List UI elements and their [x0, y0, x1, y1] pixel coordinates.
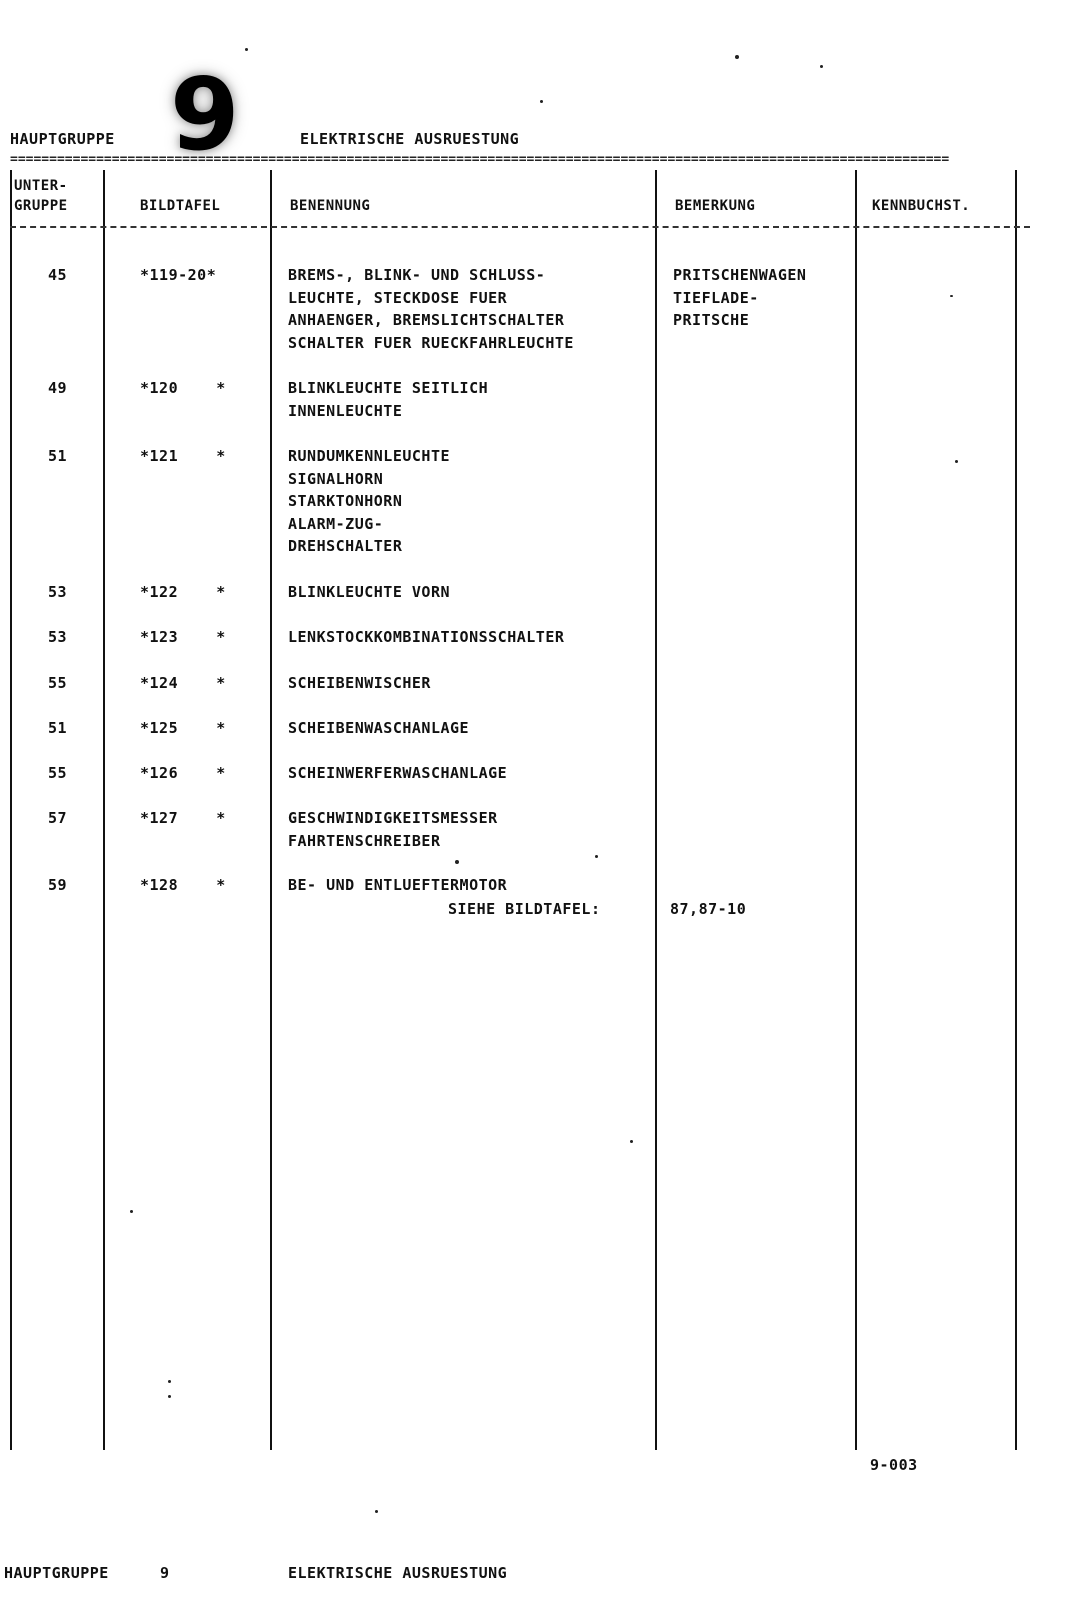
col-header-untergruppe-2: GRUPPE: [14, 198, 68, 214]
table-border-left: [10, 170, 12, 1450]
row-untergruppe: 51: [48, 719, 68, 737]
row-benennung: LENKSTOCKKOMBINATIONSSCHALTER: [288, 628, 565, 646]
row-bildtafel: *121 *: [140, 447, 226, 465]
header-title: ELEKTRISCHE AUSRUESTUNG: [300, 130, 520, 148]
col-header-kennbuchst: KENNBUCHST.: [872, 198, 971, 214]
row-benennung: RUNDUMKENNLEUCHTE SIGNALHORN STARKTONHORN ALARM-ZUG- DREHSCHALTER: [288, 447, 451, 555]
row-bildtafel: *120 *: [140, 379, 226, 397]
column-divider-2: [270, 170, 272, 1450]
row-bemerkung: PRITSCHENWAGEN TIEFLADE- PRITSCHE: [673, 266, 807, 329]
column-divider-4: [855, 170, 857, 1450]
scan-speck: [630, 1140, 633, 1143]
row-untergruppe: 55: [48, 764, 68, 782]
scan-speck: [168, 1380, 171, 1383]
scan-speck: [955, 460, 958, 463]
row-bildtafel: *126 *: [140, 764, 226, 782]
row-untergruppe: 55: [48, 674, 68, 692]
row-bildtafel: *124 *: [140, 674, 226, 692]
row-benennung: BLINKLEUCHTE VORN: [288, 583, 451, 601]
scan-speck: [375, 1510, 378, 1513]
row-untergruppe: 53: [48, 583, 68, 601]
header-label: HAUPTGRUPPE: [10, 130, 115, 148]
row-benennung: SCHEIBENWISCHER: [288, 674, 431, 692]
scan-speck: [245, 48, 248, 51]
header-dashed-rule: [10, 226, 1030, 228]
row-bildtafel: *125 *: [140, 719, 226, 737]
row-benennung: SCHEIBENWASCHANLAGE: [288, 719, 470, 737]
double-rule: ========================================================================================================================: [10, 152, 950, 167]
row-benennung: GESCHWINDIGKEITSMESSER FAHRTENSCHREIBER: [288, 809, 498, 850]
row-untergruppe: 51: [48, 447, 68, 465]
scan-speck: [540, 100, 543, 103]
row-bildtafel: *123 *: [140, 628, 226, 646]
siehe-bildtafel-label: SIEHE BILDTAFEL:: [448, 900, 601, 918]
column-divider-3: [655, 170, 657, 1450]
row-benennung: BLINKLEUCHTE SEITLICH INNENLEUCHTE: [288, 379, 489, 420]
col-header-bemerkung: BEMERKUNG: [675, 198, 756, 214]
col-header-benennung: BENENNUNG: [290, 198, 371, 214]
scan-speck: [595, 855, 598, 858]
group-number-badge: 9: [169, 56, 241, 173]
footer-label: HAUPTGRUPPE: [4, 1564, 109, 1582]
page-number: 9-003: [870, 1456, 918, 1474]
scan-speck: [950, 295, 953, 297]
scan-speck: [820, 65, 823, 68]
row-benennung: BE- UND ENTLUEFTERMOTOR: [288, 876, 508, 894]
row-untergruppe: 49: [48, 379, 68, 397]
row-bildtafel: *119-20*: [140, 266, 217, 284]
row-benennung: BREMS-, BLINK- UND SCHLUSS- LEUCHTE, STECKDOSE FUER ANHAENGER, BREMSLICHTSCHALTER SCHALTER FUER RUECKFAHRLEUCHTE: [288, 266, 574, 352]
row-bildtafel: *127 *: [140, 809, 226, 827]
scan-speck: [455, 860, 459, 864]
col-header-bildtafel: BILDTAFEL: [140, 198, 221, 214]
scan-speck: [168, 1395, 171, 1398]
col-header-untergruppe-1: UNTER-: [14, 178, 68, 194]
scan-speck: [130, 1210, 133, 1213]
footer-title: ELEKTRISCHE AUSRUESTUNG: [288, 1564, 508, 1582]
table-border-right: [1015, 170, 1017, 1450]
row-untergruppe: 59: [48, 876, 68, 894]
footer-group-number: 9: [160, 1564, 170, 1582]
row-benennung: SCHEINWERFERWASCHANLAGE: [288, 764, 508, 782]
column-divider-1: [103, 170, 105, 1450]
siehe-bildtafel-value: 87,87-10: [670, 900, 747, 918]
row-bildtafel: *128 *: [140, 876, 226, 894]
scan-speck: [735, 55, 739, 59]
row-untergruppe: 45: [48, 266, 68, 284]
row-untergruppe: 57: [48, 809, 68, 827]
row-bildtafel: *122 *: [140, 583, 226, 601]
row-untergruppe: 53: [48, 628, 68, 646]
